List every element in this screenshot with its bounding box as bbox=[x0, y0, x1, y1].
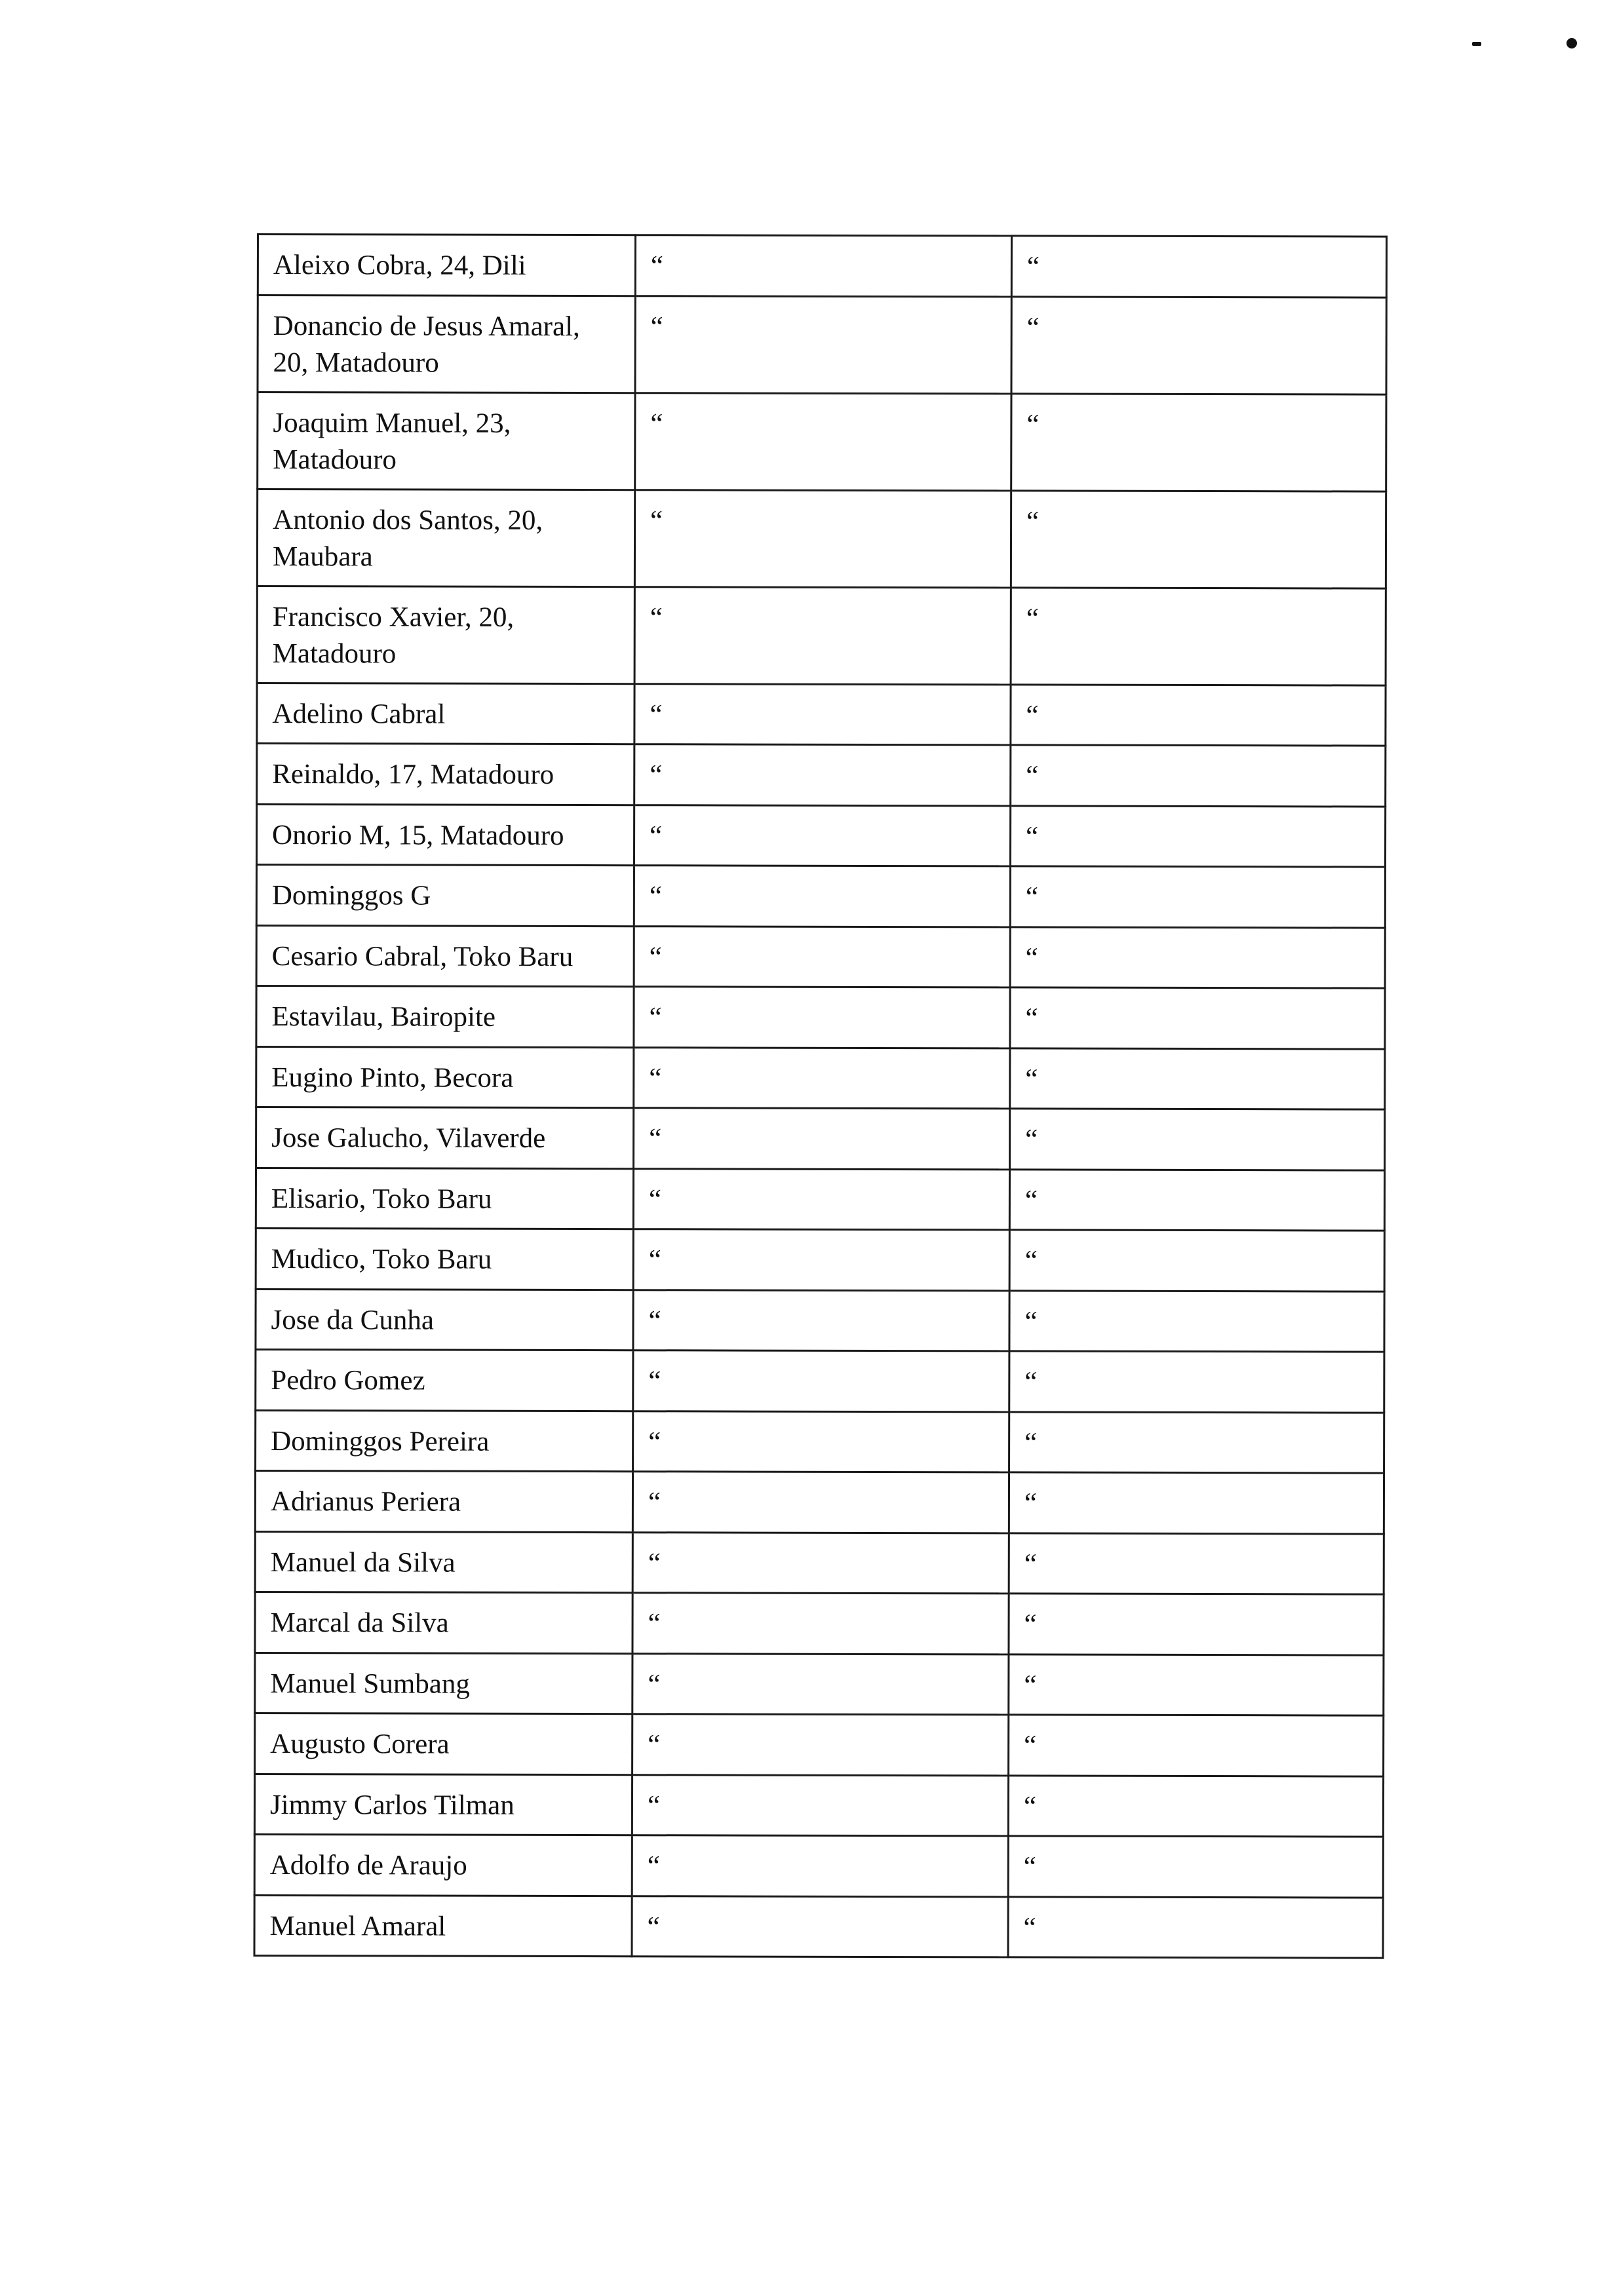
name-cell: Jose da Cunha bbox=[256, 1289, 633, 1350]
table-row bbox=[256, 804, 1385, 867]
ditto-cell: “ bbox=[634, 489, 1011, 587]
ditto-cell: “ bbox=[635, 392, 1011, 490]
name-cell: Dominggos Pereira bbox=[256, 1410, 633, 1472]
name-cell: Donancio de Jesus Amaral, 20, Matadouro bbox=[258, 295, 635, 392]
name-cell: Adrianus Periera bbox=[255, 1470, 632, 1532]
name-cell: Estavilau, Bairopite bbox=[256, 986, 634, 1048]
name-cell: Reinaldo, 17, Matadouro bbox=[257, 744, 634, 805]
ditto-cell: “ bbox=[634, 1108, 1010, 1170]
name-cell: Mudico, Toko Baru bbox=[256, 1228, 633, 1290]
name-cell: Adelino Cabral bbox=[257, 683, 634, 744]
ditto-cell: “ bbox=[1011, 296, 1386, 394]
ditto-cell: “ bbox=[1008, 1896, 1383, 1958]
name-cell: Pedro Gomez bbox=[256, 1349, 633, 1411]
name-cell: Augusto Corera bbox=[255, 1713, 632, 1774]
name-cell: Joaquim Manuel, 23, Matadouro bbox=[258, 392, 635, 489]
table-row bbox=[257, 744, 1386, 807]
ditto-cell: “ bbox=[634, 683, 1011, 745]
ditto-cell: “ bbox=[632, 1653, 1009, 1715]
ditto-cell: “ bbox=[1010, 1109, 1385, 1170]
names-table bbox=[253, 233, 1388, 1959]
ditto-cell: “ bbox=[1009, 1715, 1384, 1776]
table-row bbox=[255, 1713, 1384, 1776]
scan-mark-dot bbox=[1566, 38, 1577, 48]
name-cell: Dominggos G bbox=[256, 865, 634, 927]
ditto-cell: “ bbox=[1010, 987, 1385, 1049]
table-row bbox=[256, 1168, 1384, 1231]
table-row bbox=[256, 1349, 1384, 1412]
ditto-cell: “ bbox=[632, 1896, 1008, 1957]
ditto-cell: “ bbox=[632, 1714, 1009, 1776]
ditto-cell: “ bbox=[633, 1290, 1009, 1351]
ditto-cell: “ bbox=[633, 1350, 1009, 1412]
table-row bbox=[254, 1834, 1383, 1897]
name-cell: Antonio dos Santos, 20, Maubara bbox=[257, 489, 634, 586]
ditto-cell: “ bbox=[1011, 587, 1386, 685]
ditto-cell: “ bbox=[1010, 927, 1385, 988]
table-row bbox=[256, 986, 1385, 1049]
name-cell: Aleixo Cobra, 24, Dili bbox=[258, 235, 635, 296]
name-cell: Eugino Pinto, Becora bbox=[256, 1046, 634, 1108]
ditto-cell: “ bbox=[1011, 684, 1386, 746]
ditto-cell: “ bbox=[634, 1047, 1010, 1109]
ditto-cell: “ bbox=[634, 744, 1011, 806]
table-row bbox=[255, 1470, 1384, 1533]
table-row bbox=[258, 295, 1386, 394]
ditto-cell: “ bbox=[1011, 490, 1386, 588]
name-cell: Adolfo de Araujo bbox=[254, 1834, 632, 1896]
table-row bbox=[258, 235, 1386, 297]
ditto-cell: “ bbox=[1009, 1654, 1384, 1715]
table-row bbox=[255, 1592, 1384, 1655]
table-row bbox=[258, 392, 1386, 491]
name-cell: Manuel da Silva bbox=[255, 1531, 632, 1593]
table-row bbox=[257, 586, 1386, 685]
ditto-cell: “ bbox=[1008, 1775, 1383, 1837]
table-row bbox=[256, 1228, 1384, 1291]
name-cell: Marcal da Silva bbox=[255, 1592, 632, 1653]
table-row bbox=[254, 1895, 1383, 1958]
ditto-cell: “ bbox=[632, 1532, 1009, 1594]
ditto-cell: “ bbox=[1011, 393, 1386, 491]
ditto-cell: “ bbox=[634, 805, 1010, 866]
table-row bbox=[254, 1774, 1383, 1837]
ditto-cell: “ bbox=[1010, 866, 1385, 928]
ditto-cell: “ bbox=[632, 1472, 1009, 1533]
ditto-cell: “ bbox=[635, 296, 1011, 393]
table-row bbox=[257, 683, 1386, 746]
ditto-cell: “ bbox=[1011, 745, 1386, 807]
ditto-cell: “ bbox=[632, 1774, 1008, 1836]
name-cell: Jose Galucho, Vilaverde bbox=[256, 1107, 634, 1169]
ditto-cell: “ bbox=[1010, 1048, 1385, 1109]
ditto-cell: “ bbox=[632, 1593, 1009, 1655]
ditto-cell: “ bbox=[635, 235, 1011, 297]
name-cell: Manuel Sumbang bbox=[255, 1653, 632, 1714]
scan-mark-dash bbox=[1472, 42, 1481, 46]
ditto-cell: “ bbox=[1009, 1594, 1384, 1655]
name-cell: Manuel Amaral bbox=[254, 1895, 632, 1957]
table-row bbox=[256, 925, 1385, 988]
ditto-cell: “ bbox=[1008, 1836, 1383, 1898]
name-cell: Jimmy Carlos Tilman bbox=[254, 1774, 632, 1835]
ditto-cell: “ bbox=[633, 1168, 1009, 1230]
table-row bbox=[255, 1653, 1384, 1715]
ditto-cell: “ bbox=[633, 1229, 1009, 1291]
name-cell: Cesario Cabral, Toko Baru bbox=[256, 925, 634, 987]
ditto-cell: “ bbox=[634, 987, 1010, 1048]
ditto-cell: “ bbox=[1009, 1533, 1384, 1594]
table-row bbox=[256, 1410, 1384, 1473]
ditto-cell: “ bbox=[1009, 1351, 1384, 1413]
name-cell: Onorio M, 15, Matadouro bbox=[256, 804, 634, 866]
name-cell: Elisario, Toko Baru bbox=[256, 1168, 633, 1229]
ditto-cell: “ bbox=[634, 926, 1010, 987]
ditto-cell: “ bbox=[1009, 1411, 1384, 1473]
ditto-cell: “ bbox=[1009, 1169, 1384, 1231]
ditto-cell: “ bbox=[633, 1411, 1009, 1472]
table-row bbox=[257, 489, 1386, 588]
table-row bbox=[256, 1289, 1384, 1352]
ditto-cell: “ bbox=[1009, 1472, 1384, 1534]
ditto-cell: “ bbox=[634, 866, 1010, 927]
table-row bbox=[255, 1531, 1384, 1594]
name-cell: Francisco Xavier, 20, Matadouro bbox=[257, 586, 634, 683]
table-row bbox=[256, 1046, 1385, 1109]
ditto-cell: “ bbox=[1011, 236, 1386, 297]
ditto-cell: “ bbox=[634, 586, 1011, 684]
ditto-cell: “ bbox=[632, 1835, 1008, 1897]
ditto-cell: “ bbox=[1010, 805, 1385, 867]
ditto-cell: “ bbox=[1009, 1230, 1384, 1292]
table-row bbox=[256, 1107, 1385, 1170]
ditto-cell: “ bbox=[1009, 1290, 1384, 1352]
table-row bbox=[256, 865, 1385, 928]
